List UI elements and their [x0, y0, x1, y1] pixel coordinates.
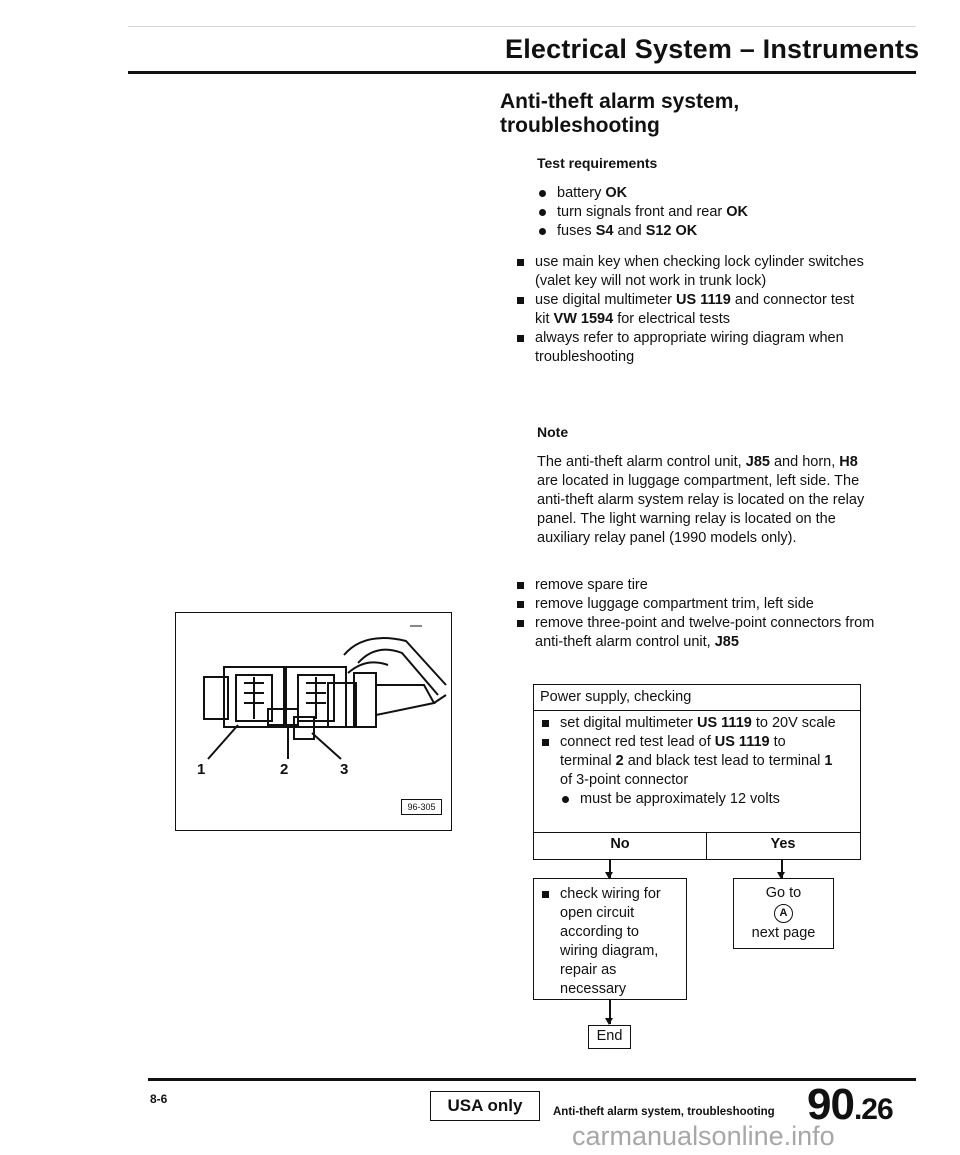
step-item: remove three-point and twelve-point connectors from anti-theft alarm control unit, J85	[515, 614, 875, 652]
no-action-list	[540, 885, 680, 999]
no-label: No	[610, 836, 630, 852]
requirement-item: battery OK	[537, 184, 877, 203]
header-rule	[128, 71, 916, 74]
flow-instructions	[534, 711, 846, 790]
callout-2: 2	[280, 761, 289, 778]
no-arrow	[609, 860, 611, 878]
group-number-sub: .26	[853, 1093, 893, 1126]
instructions-list	[515, 253, 865, 367]
goto-line2: next page	[751, 925, 816, 941]
circle-a-icon: A	[774, 904, 793, 923]
instruction-item: use digital multimeter US 1119 and connector test kit VW 1594 for electrical tests	[515, 291, 865, 329]
yes-arrow	[781, 860, 783, 878]
flow-expected-item: must be approximately 12 volts	[560, 790, 854, 809]
section-heading	[500, 90, 739, 138]
requirement-item: fuses S4 and S12 OK	[537, 222, 877, 241]
no-yes-row	[534, 832, 860, 852]
flow-title: Power supply, checking	[534, 685, 860, 711]
flow-instruction-item: connect red test lead of US 1119 to terminal 2 and black test lead to terminal 1 of 3-point connector	[540, 733, 840, 790]
watermark: carmanualsonline.info	[572, 1121, 835, 1151]
yes-label: Yes	[770, 836, 796, 852]
test-requirements-heading: Test requirements	[537, 155, 658, 171]
requirements-list	[537, 184, 877, 241]
requirement-item: turn signals front and rear OK	[537, 203, 877, 222]
end-arrow	[609, 1000, 611, 1024]
flow-expected	[534, 790, 860, 809]
callout-3: 3	[340, 761, 349, 778]
instruction-item: use main key when checking lock cylinder switches (valet key will not work in trunk lock)	[515, 253, 865, 291]
callout-1: 1	[197, 761, 206, 778]
figure-frame	[175, 612, 452, 831]
end-box: End	[588, 1025, 631, 1049]
instruction-item: always refer to appropriate wiring diagram when troubleshooting	[515, 329, 865, 367]
power-supply-box	[533, 684, 861, 860]
usa-only-badge: USA only	[430, 1091, 540, 1121]
page-number: 8-6	[150, 1092, 168, 1106]
goto-line1: Go to	[765, 885, 802, 901]
section-heading-line2: troubleshooting	[500, 114, 660, 137]
no-action-box	[533, 878, 687, 1000]
steps-list	[515, 576, 875, 652]
group-number-main: 90	[807, 1080, 854, 1129]
note-text: The anti-theft alarm control unit, J85 and horn, H8 are located in luggage compartment, left side. The anti-theft alarm system relay is located on the relay panel. The light warning relay is located on the auxiliary relay panel (1990 models only).	[537, 454, 865, 546]
goto-box	[733, 878, 834, 949]
step-item: remove luggage compartment trim, left side	[515, 595, 875, 614]
top-thin-rule	[128, 26, 916, 27]
footer-title: Anti-theft alarm system, troubleshooting	[553, 1106, 775, 1118]
page-title: Electrical System – Instruments	[505, 34, 920, 64]
no-action-item: check wiring for open circuit according to wiring diagram, repair as necessary	[540, 885, 680, 999]
figure-reference: 96-305	[401, 799, 442, 815]
step-item: remove spare tire	[515, 576, 875, 595]
connector-illustration	[176, 613, 450, 829]
footer-rule	[148, 1078, 916, 1081]
note-heading: Note	[537, 424, 569, 440]
section-heading-line1: Anti-theft alarm system,	[500, 90, 740, 113]
flow-instruction-item: set digital multimeter US 1119 to 20V scale	[540, 714, 840, 733]
